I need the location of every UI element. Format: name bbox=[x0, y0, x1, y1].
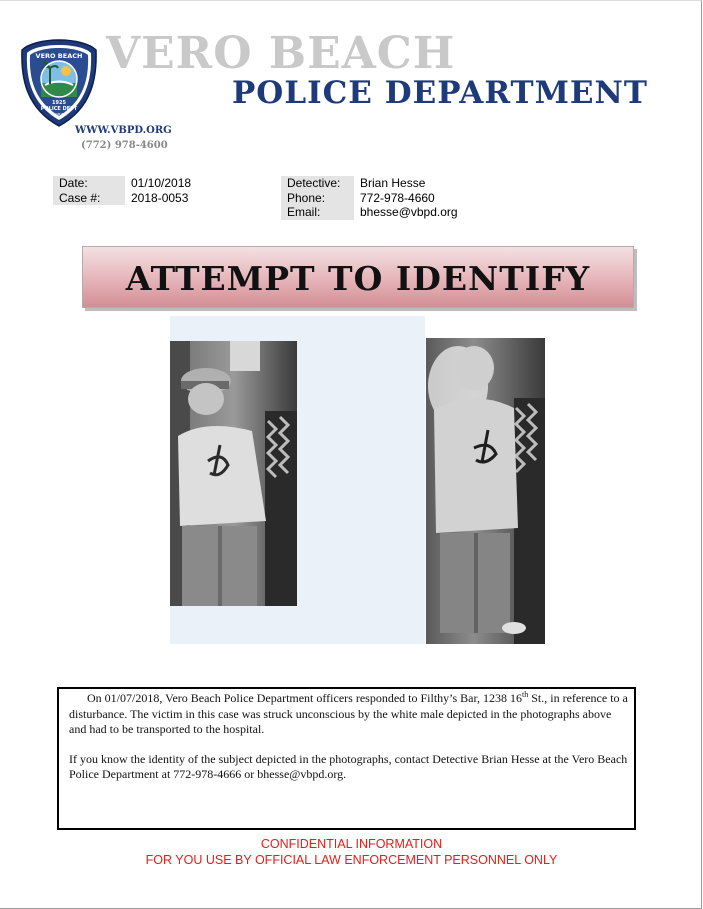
narrative-p1-end: St., in reference to a disturbance. The victim in this case was struck unconscious by the white male depicted in the photographs above and had to be transported to the hospital. bbox=[69, 691, 628, 736]
detective-value: Brian Hesse bbox=[360, 176, 426, 190]
narrative-paragraph-1 bbox=[69, 691, 628, 738]
date-row bbox=[53, 176, 191, 191]
phone-label: Phone: bbox=[281, 191, 354, 206]
seal-bottom-text: POLICE DEPT bbox=[40, 106, 78, 112]
case-info bbox=[53, 176, 191, 205]
email-row bbox=[281, 205, 458, 220]
suspect-photo-1 bbox=[170, 341, 297, 606]
phone-value: 772-978-4660 bbox=[360, 190, 435, 205]
suspect-photo-2 bbox=[426, 338, 545, 644]
case-number-label: Case #: bbox=[53, 191, 125, 206]
phone-row bbox=[281, 191, 458, 206]
seal-top-text: VERO BEACH bbox=[35, 52, 83, 60]
case-number-value: 2018-0053 bbox=[131, 190, 189, 205]
detective-contact-info bbox=[281, 176, 458, 220]
email-label: Email: bbox=[281, 205, 354, 220]
detective-row bbox=[281, 176, 458, 191]
title-police-department: POLICE DEPARTMENT bbox=[232, 75, 648, 111]
department-phone: (772) 978-4600 bbox=[81, 140, 168, 151]
narrative-p1-start: On 01/07/2018, Vero Beach Police Department officers responded to Filthy’s Bar, 1238 16 bbox=[87, 691, 522, 705]
attempt-to-identify-banner bbox=[82, 246, 634, 308]
date-value: 01/10/2018 bbox=[131, 176, 192, 190]
date-label: Date: bbox=[53, 176, 125, 191]
law-enforcement-only-notice: FOR YOU USE BY OFFICIAL LAW ENFORCEMENT PERSONNEL ONLY bbox=[145, 853, 558, 867]
narrative-paragraph-2: If you know the identity of the subject depicted in the photographs, contact Detective Brian Hesse at the Vero Beach Police Department at 772-978-4666 or bhesse@vbpd.org. bbox=[69, 751, 628, 781]
ordinal-suffix: th bbox=[522, 690, 529, 699]
case-number-row bbox=[53, 191, 191, 206]
department-seal bbox=[20, 38, 98, 128]
email-value[interactable]: bhesse@vbpd.org bbox=[360, 205, 458, 219]
detective-label: Detective: bbox=[281, 176, 354, 191]
banner-text: ATTEMPT TO IDENTIFY bbox=[125, 259, 591, 298]
website-link[interactable]: WWW.VBPD.ORG bbox=[75, 125, 172, 136]
title-vero-beach: VERO BEACH bbox=[106, 28, 456, 79]
seal-state: FLORIDA bbox=[51, 112, 67, 117]
incident-narrative bbox=[57, 687, 636, 830]
seal-year: 1925 bbox=[52, 100, 66, 106]
confidential-notice: CONFIDENTIAL INFORMATION bbox=[260, 837, 443, 851]
